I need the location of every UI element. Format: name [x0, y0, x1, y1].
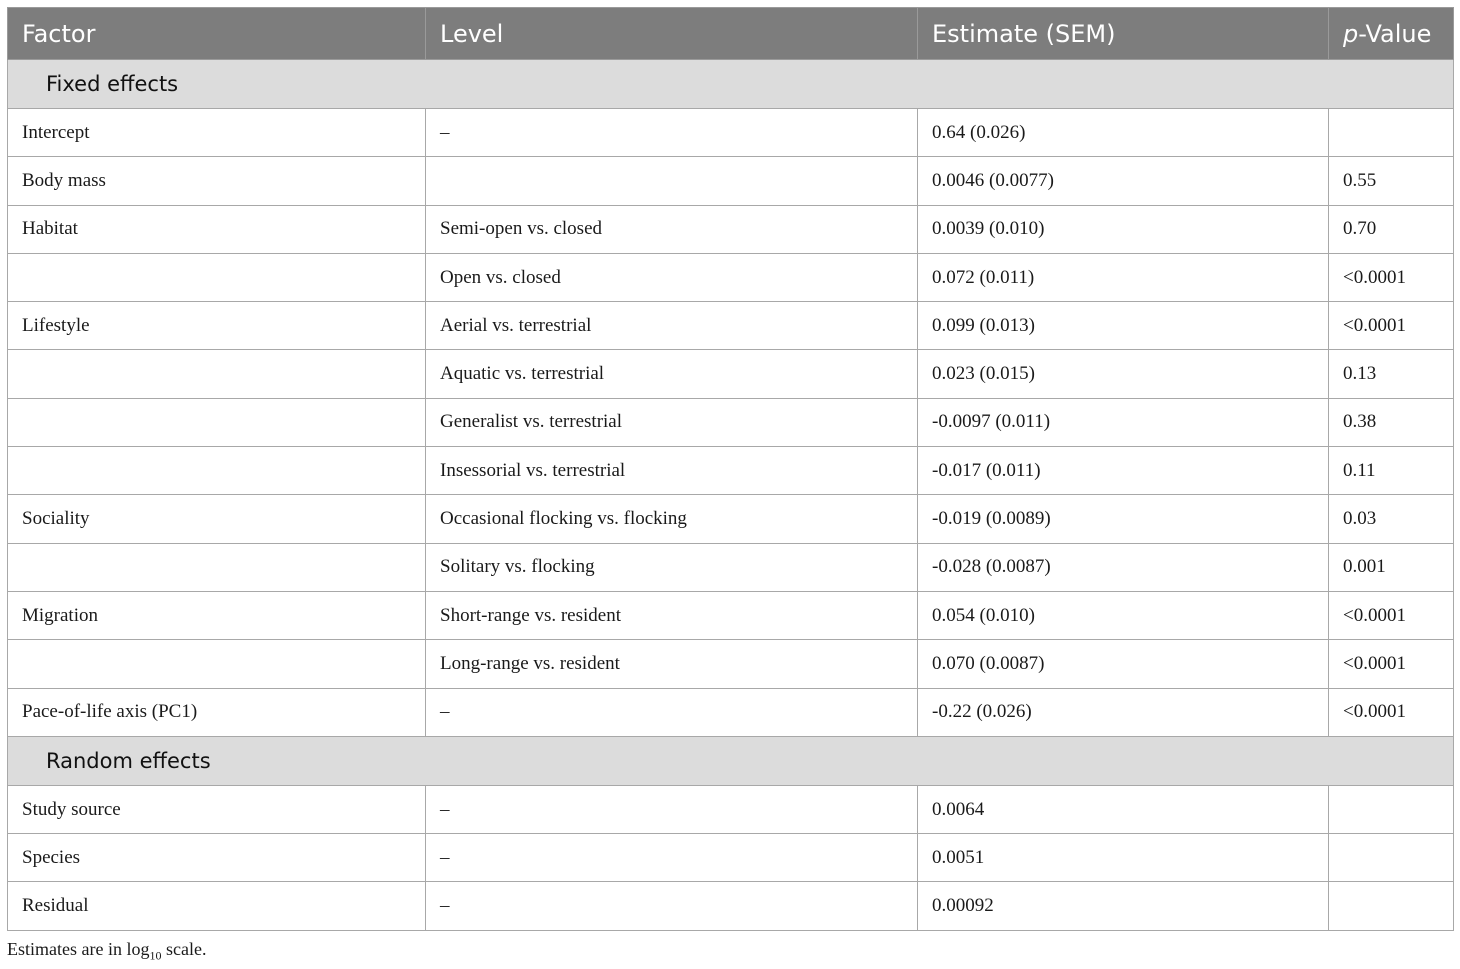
cell-factor: Migration: [8, 591, 426, 639]
cell-estimate: 0.00092: [918, 882, 1329, 930]
cell-level: [426, 157, 918, 205]
cell-pvalue: <0.0001: [1329, 253, 1454, 301]
table-row: [8, 350, 1454, 398]
table-footnote: [7, 939, 206, 964]
cell-factor: [8, 543, 426, 591]
cell-pvalue: 0.03: [1329, 495, 1454, 543]
cell-pvalue: 0.13: [1329, 350, 1454, 398]
cell-factor: [8, 253, 426, 301]
cell-level: Semi-open vs. closed: [426, 205, 918, 253]
cell-factor: Species: [8, 834, 426, 882]
table-row: [8, 591, 1454, 639]
table-header: [8, 8, 1454, 60]
cell-factor: [8, 350, 426, 398]
cell-pvalue: <0.0001: [1329, 302, 1454, 350]
cell-factor: Lifestyle: [8, 302, 426, 350]
cell-level: –: [426, 785, 918, 833]
section-row: [8, 736, 1454, 785]
cell-level: Aerial vs. terrestrial: [426, 302, 918, 350]
header-pvalue-rest: -Value: [1358, 19, 1432, 48]
table-row: [8, 495, 1454, 543]
cell-level: Open vs. closed: [426, 253, 918, 301]
cell-level: Short-range vs. resident: [426, 591, 918, 639]
cell-level: Generalist vs. terrestrial: [426, 398, 918, 446]
header-pvalue: [1329, 8, 1454, 60]
header-level: Level: [426, 8, 918, 60]
cell-estimate: 0.054 (0.010): [918, 591, 1329, 639]
cell-factor: [8, 447, 426, 495]
cell-pvalue: [1329, 834, 1454, 882]
footnote-text-before: Estimates are in log: [7, 939, 150, 959]
cell-pvalue: <0.0001: [1329, 688, 1454, 736]
cell-estimate: -0.0097 (0.011): [918, 398, 1329, 446]
table-row: [8, 543, 1454, 591]
table-row: [8, 302, 1454, 350]
section-title: Random effects: [8, 736, 1454, 785]
section-title: Fixed effects: [8, 60, 1454, 109]
table-row: [8, 109, 1454, 157]
cell-estimate: 0.0064: [918, 785, 1329, 833]
cell-estimate: -0.019 (0.0089): [918, 495, 1329, 543]
header-row: [8, 8, 1454, 60]
cell-pvalue: <0.0001: [1329, 640, 1454, 688]
cell-estimate: -0.017 (0.011): [918, 447, 1329, 495]
cell-factor: [8, 398, 426, 446]
table-row: [8, 882, 1454, 930]
table-body: [8, 60, 1454, 931]
cell-level: –: [426, 834, 918, 882]
footnote-subscript: 10: [149, 948, 162, 963]
cell-pvalue: [1329, 785, 1454, 833]
cell-level: Insessorial vs. terrestrial: [426, 447, 918, 495]
footnote-text-after: scale.: [161, 939, 207, 959]
section-row: [8, 60, 1454, 109]
cell-estimate: 0.0051: [918, 834, 1329, 882]
header-factor: Factor: [8, 8, 426, 60]
cell-factor: [8, 640, 426, 688]
cell-pvalue: 0.70: [1329, 205, 1454, 253]
cell-level: Solitary vs. flocking: [426, 543, 918, 591]
table-row: [8, 253, 1454, 301]
table-row: [8, 640, 1454, 688]
cell-factor: Body mass: [8, 157, 426, 205]
cell-estimate: 0.072 (0.011): [918, 253, 1329, 301]
header-pvalue-p: p: [1343, 19, 1359, 48]
cell-estimate: -0.22 (0.026): [918, 688, 1329, 736]
table-row: [8, 398, 1454, 446]
cell-pvalue: 0.001: [1329, 543, 1454, 591]
cell-pvalue: 0.38: [1329, 398, 1454, 446]
table-row: [8, 688, 1454, 736]
table-row: [8, 447, 1454, 495]
cell-factor: Pace-of-life axis (PC1): [8, 688, 426, 736]
cell-pvalue: 0.11: [1329, 447, 1454, 495]
cell-estimate: 0.0039 (0.010): [918, 205, 1329, 253]
cell-pvalue: [1329, 109, 1454, 157]
cell-pvalue: [1329, 882, 1454, 930]
cell-estimate: 0.070 (0.0087): [918, 640, 1329, 688]
cell-level: Occasional flocking vs. flocking: [426, 495, 918, 543]
cell-level: –: [426, 109, 918, 157]
cell-factor: Habitat: [8, 205, 426, 253]
cell-estimate: 0.0046 (0.0077): [918, 157, 1329, 205]
cell-estimate: -0.028 (0.0087): [918, 543, 1329, 591]
cell-factor: Sociality: [8, 495, 426, 543]
cell-level: –: [426, 882, 918, 930]
header-estimate: Estimate (SEM): [918, 8, 1329, 60]
results-table: [7, 7, 1454, 931]
cell-factor: Study source: [8, 785, 426, 833]
cell-estimate: 0.099 (0.013): [918, 302, 1329, 350]
cell-estimate: 0.023 (0.015): [918, 350, 1329, 398]
table-row: [8, 834, 1454, 882]
cell-pvalue: <0.0001: [1329, 591, 1454, 639]
cell-level: Long-range vs. resident: [426, 640, 918, 688]
table-row: [8, 157, 1454, 205]
cell-pvalue: 0.55: [1329, 157, 1454, 205]
table-row: [8, 785, 1454, 833]
cell-level: –: [426, 688, 918, 736]
cell-estimate: 0.64 (0.026): [918, 109, 1329, 157]
cell-factor: Residual: [8, 882, 426, 930]
cell-factor: Intercept: [8, 109, 426, 157]
cell-level: Aquatic vs. terrestrial: [426, 350, 918, 398]
table-row: [8, 205, 1454, 253]
